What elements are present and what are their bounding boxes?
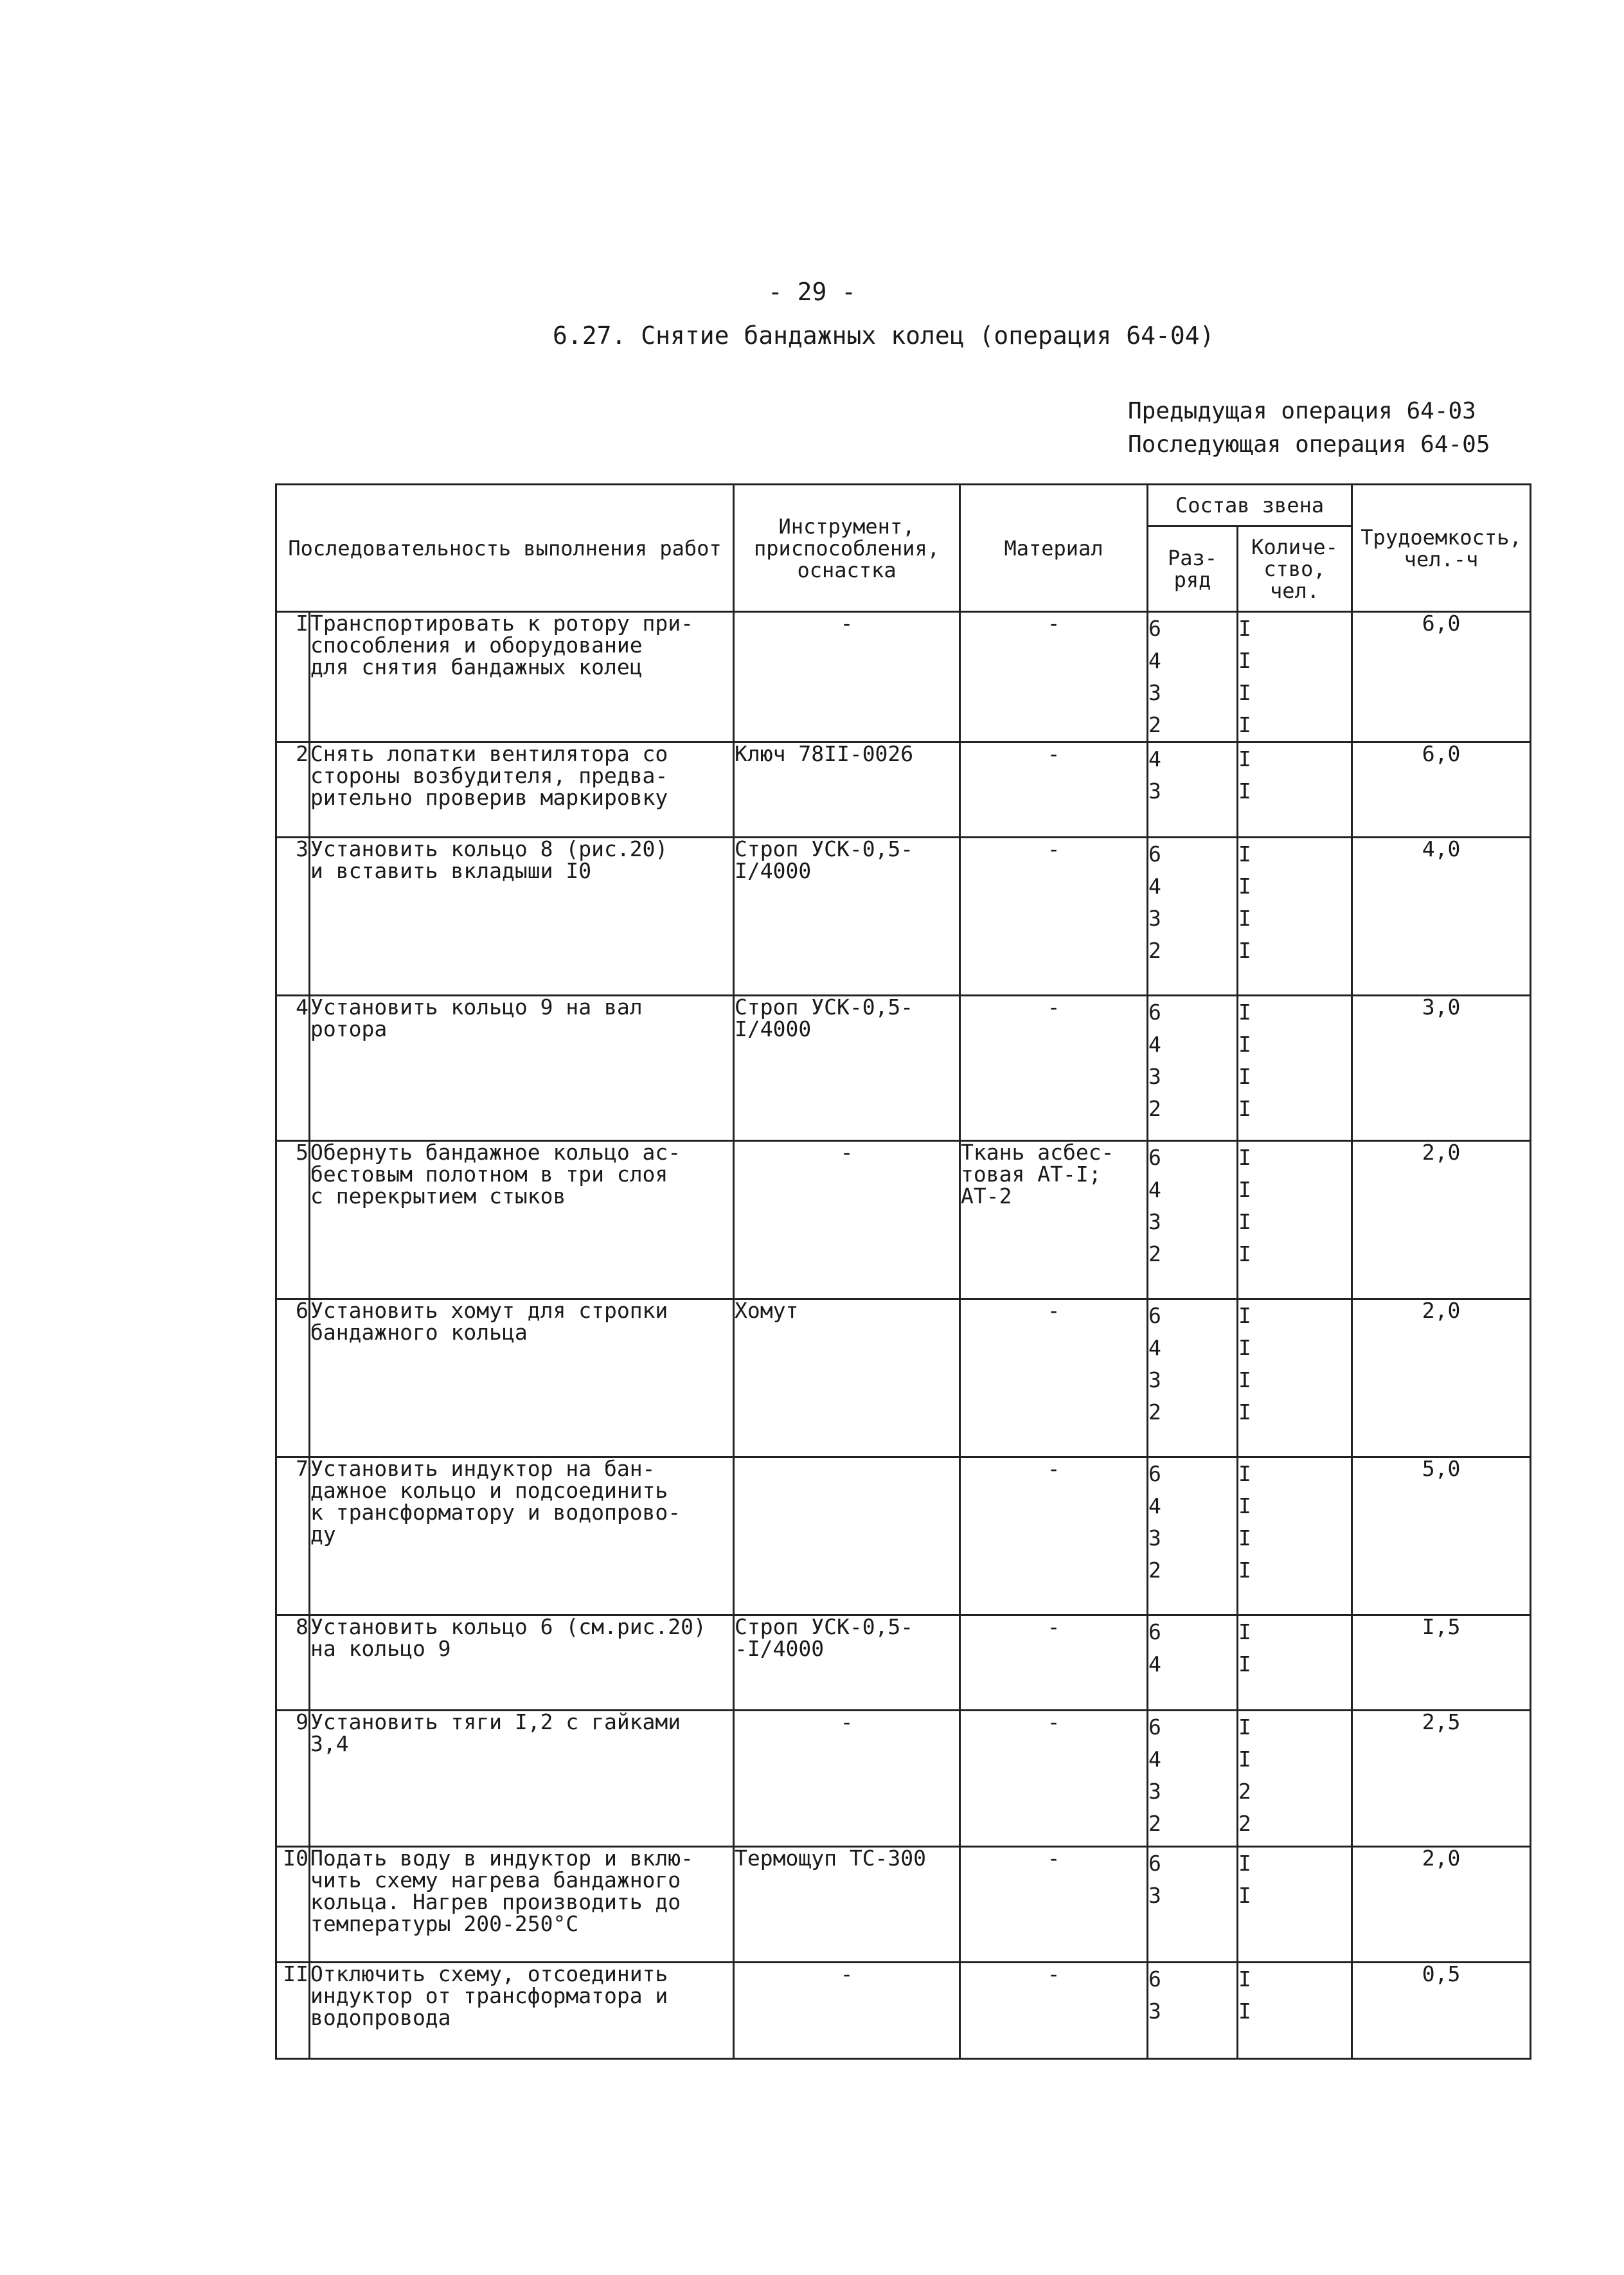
count-value: I bbox=[1238, 1493, 1251, 1518]
labor-value: 3,0 bbox=[1352, 996, 1531, 1141]
tool-cell: Строп УСК-0,5- I/4000 bbox=[734, 996, 960, 1141]
grade-value: 4 bbox=[1148, 1177, 1161, 1202]
table-row bbox=[276, 1141, 1531, 1299]
task-description: Снять лопатки вентилятора со стороны возбудителя, предва- рительно проверив маркировку bbox=[310, 742, 734, 838]
table-row bbox=[276, 1711, 1531, 1847]
grade-cell bbox=[1148, 612, 1238, 742]
grade-value: 3 bbox=[1148, 1209, 1161, 1234]
grade-cell bbox=[1148, 1711, 1238, 1847]
count-value: I bbox=[1238, 1241, 1251, 1266]
count-value: I bbox=[1238, 1209, 1251, 1234]
grade-value: 6 bbox=[1148, 1851, 1161, 1876]
grade-value: 6 bbox=[1148, 1714, 1161, 1740]
count-value: I bbox=[1238, 1461, 1251, 1486]
count-value: I bbox=[1238, 1064, 1251, 1089]
row-number: 5 bbox=[276, 1141, 310, 1299]
grade-value: 4 bbox=[1148, 746, 1161, 771]
count-cell bbox=[1238, 612, 1352, 742]
row-number: I bbox=[276, 612, 310, 742]
grade-cell bbox=[1148, 1615, 1238, 1711]
tool-cell: Строп УСК-0,5- I/4000 bbox=[734, 838, 960, 996]
labor-value: 2,5 bbox=[1352, 1711, 1531, 1847]
task-description: Установить кольцо 8 (рис.20) и вставить вкладыши I0 bbox=[310, 838, 734, 996]
grade-cell bbox=[1148, 742, 1238, 838]
count-value: I bbox=[1238, 1525, 1251, 1551]
header-tools: Инструмент, приспособления, оснастка bbox=[734, 485, 960, 612]
grade-cell bbox=[1148, 1963, 1238, 2059]
labor-value: 0,5 bbox=[1352, 1963, 1531, 2059]
tool-cell: Термощуп ТС-300 bbox=[734, 1847, 960, 1963]
header-count: Количе-ство, чел. bbox=[1238, 526, 1352, 612]
labor-value: 6,0 bbox=[1352, 742, 1531, 838]
count-value: I bbox=[1238, 1851, 1251, 1876]
labor-value: 2,0 bbox=[1352, 1299, 1531, 1457]
header-grade: Раз-ряд bbox=[1148, 526, 1238, 612]
row-number: 2 bbox=[276, 742, 310, 838]
tool-cell: Ключ 78II-0026 bbox=[734, 742, 960, 838]
labor-value: 4,0 bbox=[1352, 838, 1531, 996]
task-description: Установить кольцо 9 на вал ротора bbox=[310, 996, 734, 1141]
count-value: I bbox=[1238, 1651, 1251, 1677]
count-value: I bbox=[1238, 1000, 1251, 1025]
grade-cell bbox=[1148, 1299, 1238, 1457]
grade-cell bbox=[1148, 838, 1238, 996]
count-value: I bbox=[1238, 1714, 1251, 1740]
count-value: I bbox=[1238, 1619, 1251, 1644]
count-value: I bbox=[1238, 1558, 1251, 1583]
tool-cell: - bbox=[734, 1711, 960, 1847]
count-value: 2 bbox=[1238, 1779, 1251, 1804]
operation-references bbox=[1128, 395, 1490, 462]
tool-cell: Хомут bbox=[734, 1299, 960, 1457]
grade-value: 3 bbox=[1148, 1064, 1161, 1089]
count-value: I bbox=[1238, 1096, 1251, 1121]
table-row bbox=[276, 1615, 1531, 1711]
previous-operation: Предыдущая операция 64-03 bbox=[1128, 398, 1476, 424]
material-cell: - bbox=[960, 1847, 1148, 1963]
grade-value: 6 bbox=[1148, 616, 1161, 641]
header-material: Материал bbox=[960, 485, 1148, 612]
tool-cell: - bbox=[734, 1141, 960, 1299]
count-cell bbox=[1238, 1615, 1352, 1711]
material-cell: - bbox=[960, 1457, 1148, 1615]
tool-cell: - bbox=[734, 1963, 960, 2059]
task-description: Обернуть бандажное кольцо ас- бестовым полотном в три слоя с перекрытием стыков bbox=[310, 1141, 734, 1299]
count-value: I bbox=[1238, 616, 1251, 641]
grade-value: 3 bbox=[1148, 680, 1161, 705]
material-cell: - bbox=[960, 996, 1148, 1141]
grade-value: 3 bbox=[1148, 906, 1161, 931]
table-header-row bbox=[276, 485, 1531, 526]
task-description: Подать воду в индуктор и вклю- чить схему нагрева бандажного кольца. Нагрев производить до температуры 200-250°С bbox=[310, 1847, 734, 1963]
table-row bbox=[276, 1963, 1531, 2059]
material-cell: - bbox=[960, 1299, 1148, 1457]
count-cell bbox=[1238, 1457, 1352, 1615]
count-value: I bbox=[1238, 1367, 1251, 1392]
count-value: I bbox=[1238, 712, 1251, 737]
count-value: I bbox=[1238, 1177, 1251, 1202]
grade-value: 6 bbox=[1148, 1000, 1161, 1025]
grade-value: 4 bbox=[1148, 1747, 1161, 1772]
work-sequence-table bbox=[275, 483, 1531, 2060]
grade-value: 2 bbox=[1148, 938, 1161, 963]
grade-value: 3 bbox=[1148, 1883, 1161, 1908]
row-number: 4 bbox=[276, 996, 310, 1141]
table-row bbox=[276, 612, 1531, 742]
table-row bbox=[276, 742, 1531, 838]
header-labor: Трудоемкость, чел.-ч bbox=[1352, 485, 1531, 612]
count-value: I bbox=[1238, 1335, 1251, 1360]
grade-value: 4 bbox=[1148, 1335, 1161, 1360]
grade-value: 6 bbox=[1148, 1619, 1161, 1644]
page-number: - 29 - bbox=[767, 278, 857, 306]
grade-value: 2 bbox=[1148, 712, 1161, 737]
count-value: I bbox=[1238, 1032, 1251, 1057]
grade-value: 4 bbox=[1148, 648, 1161, 673]
task-description: Установить хомут для стропки бандажного кольца bbox=[310, 1299, 734, 1457]
count-value: I bbox=[1238, 841, 1251, 867]
count-value: I bbox=[1238, 1747, 1251, 1772]
count-value: I bbox=[1238, 778, 1251, 804]
count-value: I bbox=[1238, 1303, 1251, 1328]
tool-cell: Строп УСК-0,5- -I/4000 bbox=[734, 1615, 960, 1711]
grade-value: 6 bbox=[1148, 1461, 1161, 1486]
grade-cell bbox=[1148, 1457, 1238, 1615]
count-value: I bbox=[1238, 648, 1251, 673]
grade-value: 6 bbox=[1148, 1303, 1161, 1328]
grade-cell bbox=[1148, 1847, 1238, 1963]
grade-value: 4 bbox=[1148, 874, 1161, 899]
header-sequence: Последовательность выполнения работ bbox=[276, 485, 734, 612]
labor-value: 2,0 bbox=[1352, 1141, 1531, 1299]
count-value: I bbox=[1238, 906, 1251, 931]
grade-value: 2 bbox=[1148, 1399, 1161, 1425]
row-number: II bbox=[276, 1963, 310, 2059]
next-operation: Последующая операция 64-05 bbox=[1128, 431, 1490, 458]
count-cell bbox=[1238, 1711, 1352, 1847]
count-cell bbox=[1238, 1141, 1352, 1299]
labor-value: 2,0 bbox=[1352, 1847, 1531, 1963]
grade-cell bbox=[1148, 996, 1238, 1141]
count-cell bbox=[1238, 1299, 1352, 1457]
task-description: Транспортировать к ротору при- способления и оборудование для снятия бандажных колец bbox=[310, 612, 734, 742]
table-row bbox=[276, 1847, 1531, 1963]
grade-value: 3 bbox=[1148, 778, 1161, 804]
count-cell bbox=[1238, 1963, 1352, 2059]
table-row bbox=[276, 1299, 1531, 1457]
row-number: 3 bbox=[276, 838, 310, 996]
count-value: I bbox=[1238, 1999, 1251, 2024]
section-title: 6.27. Снятие бандажных колец (операция 64-04) bbox=[553, 321, 1215, 350]
labor-value: 5,0 bbox=[1352, 1457, 1531, 1615]
table-body bbox=[276, 612, 1531, 2059]
count-value: I bbox=[1238, 874, 1251, 899]
tool-cell bbox=[734, 1457, 960, 1615]
grade-value: 2 bbox=[1148, 1241, 1161, 1266]
grade-value: 6 bbox=[1148, 1145, 1161, 1170]
count-value: I bbox=[1238, 1399, 1251, 1425]
material-cell: - bbox=[960, 1615, 1148, 1711]
header-crew: Состав звена bbox=[1148, 485, 1352, 526]
count-value: I bbox=[1238, 746, 1251, 771]
table-row bbox=[276, 1457, 1531, 1615]
row-number: I0 bbox=[276, 1847, 310, 1963]
material-cell: - bbox=[960, 1963, 1148, 2059]
grade-value: 3 bbox=[1148, 1525, 1161, 1551]
labor-value: 6,0 bbox=[1352, 612, 1531, 742]
row-number: 9 bbox=[276, 1711, 310, 1847]
task-description: Отключить схему, отсоединить индуктор от трансформатора и водопровода bbox=[310, 1963, 734, 2059]
material-cell: - bbox=[960, 612, 1148, 742]
count-value: I bbox=[1238, 1145, 1251, 1170]
grade-value: 3 bbox=[1148, 1367, 1161, 1392]
grade-value: 4 bbox=[1148, 1032, 1161, 1057]
row-number: 6 bbox=[276, 1299, 310, 1457]
grade-value: 4 bbox=[1148, 1493, 1161, 1518]
grade-value: 6 bbox=[1148, 841, 1161, 867]
tool-cell: - bbox=[734, 612, 960, 742]
count-cell bbox=[1238, 1847, 1352, 1963]
count-value: I bbox=[1238, 680, 1251, 705]
table-row bbox=[276, 838, 1531, 996]
task-description: Установить кольцо 6 (см.рис.20) на кольцо 9 bbox=[310, 1615, 734, 1711]
grade-value: 2 bbox=[1148, 1811, 1161, 1836]
labor-value: I,5 bbox=[1352, 1615, 1531, 1711]
row-number: 8 bbox=[276, 1615, 310, 1711]
grade-value: 4 bbox=[1148, 1651, 1161, 1677]
material-cell: - bbox=[960, 1711, 1148, 1847]
task-description: Установить индуктор на бан- дажное кольцо и подсоединить к трансформатору и водопрово- ду bbox=[310, 1457, 734, 1615]
grade-value: 2 bbox=[1148, 1558, 1161, 1583]
grade-cell bbox=[1148, 1141, 1238, 1299]
grade-value: 3 bbox=[1148, 1779, 1161, 1804]
grade-value: 6 bbox=[1148, 1966, 1161, 1992]
table-row bbox=[276, 996, 1531, 1141]
grade-value: 3 bbox=[1148, 1999, 1161, 2024]
grade-value: 2 bbox=[1148, 1096, 1161, 1121]
count-value: I bbox=[1238, 938, 1251, 963]
count-value: 2 bbox=[1238, 1811, 1251, 1836]
count-value: I bbox=[1238, 1883, 1251, 1908]
task-description: Установить тяги I,2 с гайками 3,4 bbox=[310, 1711, 734, 1847]
material-cell: - bbox=[960, 742, 1148, 838]
count-cell bbox=[1238, 838, 1352, 996]
material-cell: - bbox=[960, 838, 1148, 996]
count-value: I bbox=[1238, 1966, 1251, 1992]
count-cell bbox=[1238, 996, 1352, 1141]
count-cell bbox=[1238, 742, 1352, 838]
material-cell: Ткань асбес- товая АТ-I; АТ-2 bbox=[960, 1141, 1148, 1299]
row-number: 7 bbox=[276, 1457, 310, 1615]
